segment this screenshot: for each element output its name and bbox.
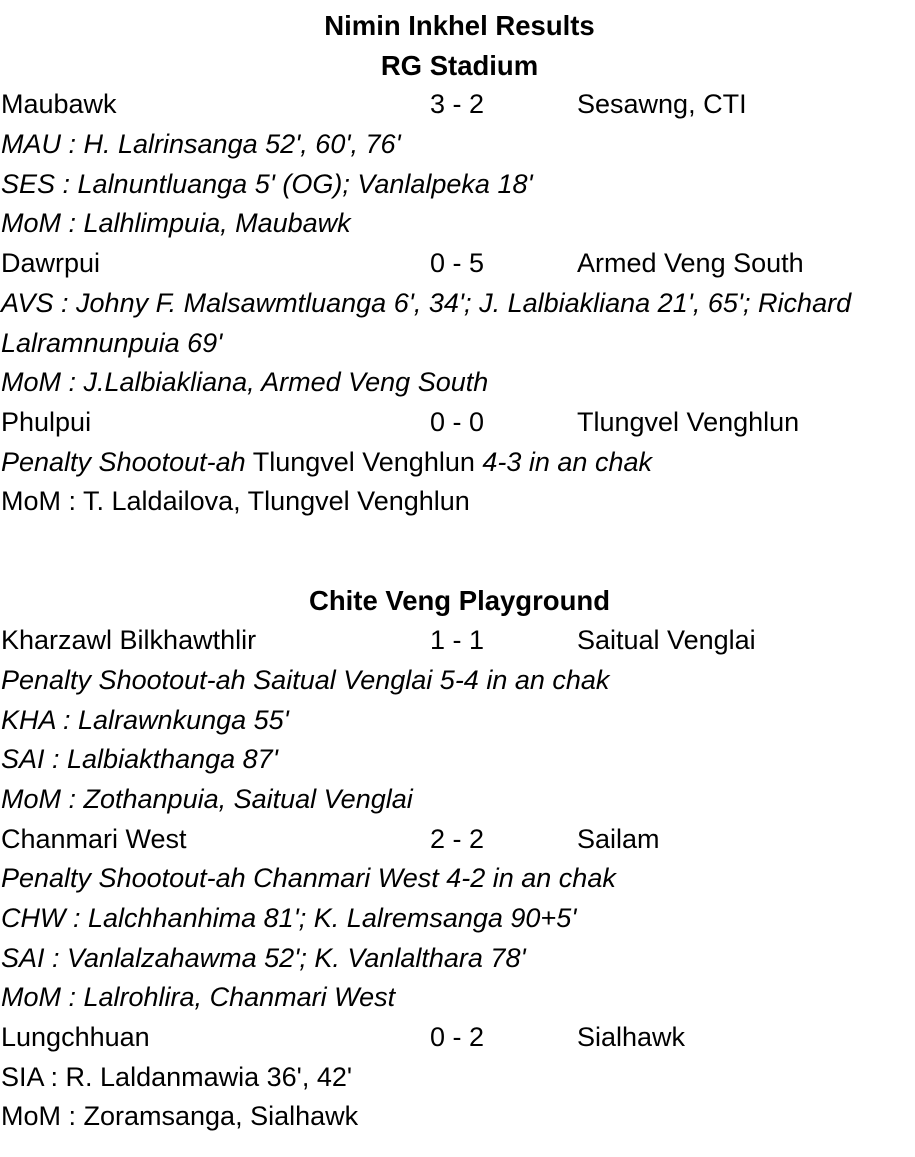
scorers-line: MAU : H. Lalrinsanga 52', 60', 76'	[1, 129, 401, 160]
scorers-line: SES : Lalnuntluanga 5' (OG); Vanlalpeka 18'	[1, 168, 533, 199]
away-team: Saitual Venglai	[577, 625, 756, 656]
scorers-line: SIA : R. Laldanmawia 36', 42'	[1, 1061, 353, 1092]
away-team: Armed Veng South	[577, 248, 804, 279]
home-team: Phulpui	[1, 406, 92, 437]
scorers-line: SAI : Lalbiakthanga 87'	[1, 744, 278, 775]
scorers-line: AVS : Johny F. Malsawmtluanga 6', 34'; J. Lalbiakliana 21', 65'; Richard Lalramnunpuia 69'	[1, 287, 852, 358]
man-of-match: MoM : T. Laldailova, Tlungvel Venghlun	[1, 486, 470, 517]
scorers-line: CHW : Lalchhanhima 81'; K. Lalremsanga 90+5'	[1, 902, 577, 933]
match-row	[0, 1018, 915, 1058]
man-of-match: MoM : Zoramsanga, Sialhawk	[1, 1101, 359, 1132]
match-score: 0 - 0	[430, 406, 485, 437]
match-row	[0, 820, 915, 860]
match-score: 1 - 1	[430, 625, 485, 656]
man-of-match: MoM : J.Lalbiakliana, Armed Veng South	[1, 367, 489, 398]
match-score: 2 - 2	[430, 823, 485, 854]
shootout-winner: Tlungvel Venghlun	[245, 446, 483, 477]
man-of-match: MoM : Lalrohlira, Chanmari West	[1, 982, 396, 1013]
shootout-prefix: Penalty Shootout-ah	[1, 446, 246, 477]
match-score: 0 - 2	[430, 1022, 485, 1053]
penalty-shootout-line: Penalty Shootout-ah Saitual Venglai 5-4 in an chak	[1, 664, 610, 695]
match-row	[0, 85, 915, 125]
match-row	[0, 244, 915, 284]
venue-heading: RG Stadium	[380, 49, 539, 81]
venue-heading: Chite Veng Playground	[308, 585, 610, 617]
scorers-line: SAI : Vanlalzahawma 52'; K. Vanlalthara 78'	[1, 942, 526, 973]
match-score: 0 - 5	[430, 248, 485, 279]
section-spacer	[0, 522, 915, 582]
match-row	[0, 403, 915, 443]
man-of-match: MoM : Zothanpuia, Saitual Venglai	[1, 783, 413, 814]
man-of-match: MoM : Lalhlimpuia, Maubawk	[1, 208, 351, 239]
scorers-line: KHA : Lalrawnkunga 55'	[1, 704, 289, 735]
away-team: Tlungvel Venghlun	[577, 406, 800, 437]
document-title: Nimin Inkhel Results	[324, 10, 595, 41]
away-team: Sialhawk	[577, 1022, 686, 1053]
home-team: Maubawk	[1, 89, 117, 120]
away-team: Sailam	[577, 823, 660, 854]
home-team: Chanmari West	[1, 823, 187, 854]
match-row	[0, 621, 915, 661]
home-team: Lungchhuan	[1, 1022, 150, 1053]
penalty-shootout-line: Penalty Shootout-ah Chanmari West 4-2 in an chak	[1, 863, 616, 894]
shootout-suffix: 4-3 in an chak	[482, 446, 652, 477]
home-team: Kharzawl Bilkhawthlir	[1, 625, 257, 656]
home-team: Dawrpui	[1, 248, 101, 279]
away-team: Sesawng, CTI	[577, 89, 747, 120]
penalty-shootout-line	[0, 443, 915, 483]
match-score: 3 - 2	[430, 89, 485, 120]
